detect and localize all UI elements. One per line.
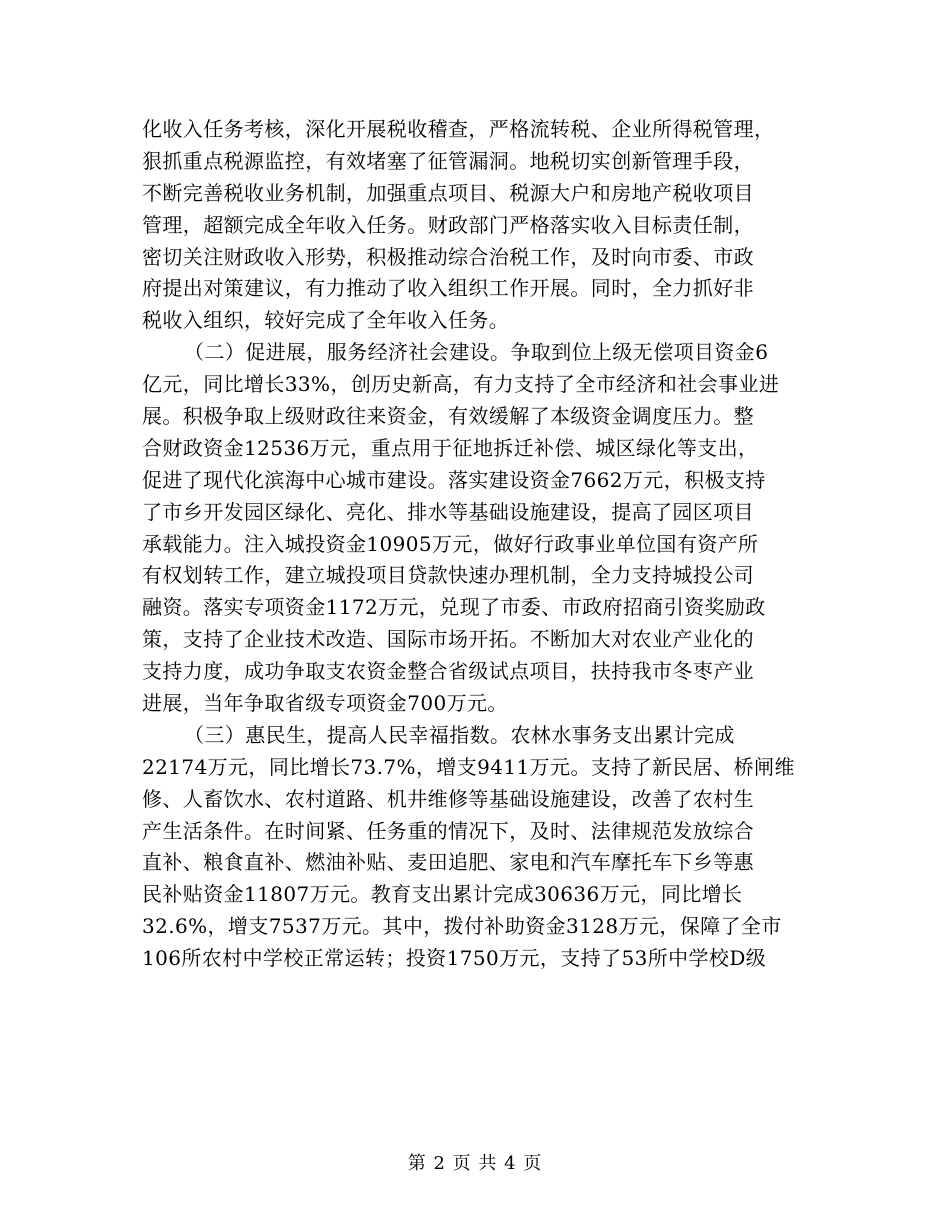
text-line: 了市乡开发园区绿化、亮化、排水等基础设施建设，提高了园区项目 xyxy=(142,499,754,524)
text-line: 合财政资金12536万元，重点用于征地拆迁补偿、城区绿化等支出， xyxy=(142,435,759,460)
text-line: 策，支持了企业技术改造、国际市场开拓。不断加大对农业产业化的 xyxy=(142,627,754,652)
text-line: 民补贴资金11807万元。教育支出累计完成30636万元，同比增长 xyxy=(142,882,743,907)
text-line: 促进了现代化滨海中心城市建设。落实建设资金7662万元，积极支持 xyxy=(142,467,766,492)
text-line: 进展，当年争取省级专项资金700万元。 xyxy=(142,691,508,716)
text-line: 承载能力。注入城投资金10905万元，做好行政事业单位国有资产所 xyxy=(142,531,759,556)
text-line: 32.6%，增支7537万元。其中，拨付补助资金3128万元，保障了全市 xyxy=(142,914,782,939)
text-line: 府提出对策建议，有力推动了收入组织工作开展。同时，全力抓好非 xyxy=(142,276,754,301)
text-line: 融资。落实专项资金1172万元，兑现了市委、市政府招商引资奖励政 xyxy=(142,595,766,620)
text-line: 有权划转工作，建立城投项目贷款快速办理机制，全力支持城投公司 xyxy=(142,563,754,588)
text-line: 修、人畜饮水、农村道路、机井维修等基础设施建设，改善了农村生 xyxy=(142,786,754,811)
body-text xyxy=(142,114,822,975)
text-line: 亿元，同比增长33%，创历史新高，有力支持了全市经济和社会事业进 xyxy=(142,372,780,397)
text-line: 化收入任务考核，深化开展税收稽查，严格流转税、企业所得税管理， xyxy=(142,117,775,141)
paragraph-heading-2: （二）促进展，服务经济社会建设。争取到位上级无偿项目资金6 xyxy=(184,340,769,365)
text-line: 密切关注财政收入形势，积极推动综合治税工作，及时向市委、市政 xyxy=(142,244,754,269)
text-line: 22174万元，同比增长73.7%，增支9411万元。支持了新民居、桥闸维 xyxy=(142,754,795,779)
text-line: 不断完善税收业务机制，加强重点项目、税源大户和房地产税收项目 xyxy=(142,180,754,205)
page-footer: 第 2 页 共 4 页 xyxy=(407,1153,543,1174)
text-line: 产生活条件。在时间紧、任务重的情况下，及时、法律规范发放综合 xyxy=(142,818,754,843)
text-line: 税收入组织，较好完成了全年收入任务。 xyxy=(142,308,510,333)
text-line: 狠抓重点税源监控，有效堵塞了征管漏洞。地税切实创新管理手段， xyxy=(142,148,754,173)
paragraph-heading-3: （三）惠民生，提高人民幸福指数。农林水事务支出累计完成 xyxy=(184,722,735,747)
text-line: 支持力度，成功争取支农资金整合省级试点项目，扶持我市冬枣产业 xyxy=(142,659,754,684)
text-line: 展。积极争取上级财政往来资金，有效缓解了本级资金调度压力。整 xyxy=(142,404,754,429)
text-line: 106所农村中学校正常运转；投资1750万元，支持了53所中学校D级 xyxy=(142,946,767,971)
text-line: 管理，超额完成全年收入任务。财政部门严格落实收入目标责任制， xyxy=(142,212,754,237)
text-line: 直补、粮食直补、燃油补贴、麦田追肥、家电和汽车摩托车下乡等惠 xyxy=(142,850,754,875)
